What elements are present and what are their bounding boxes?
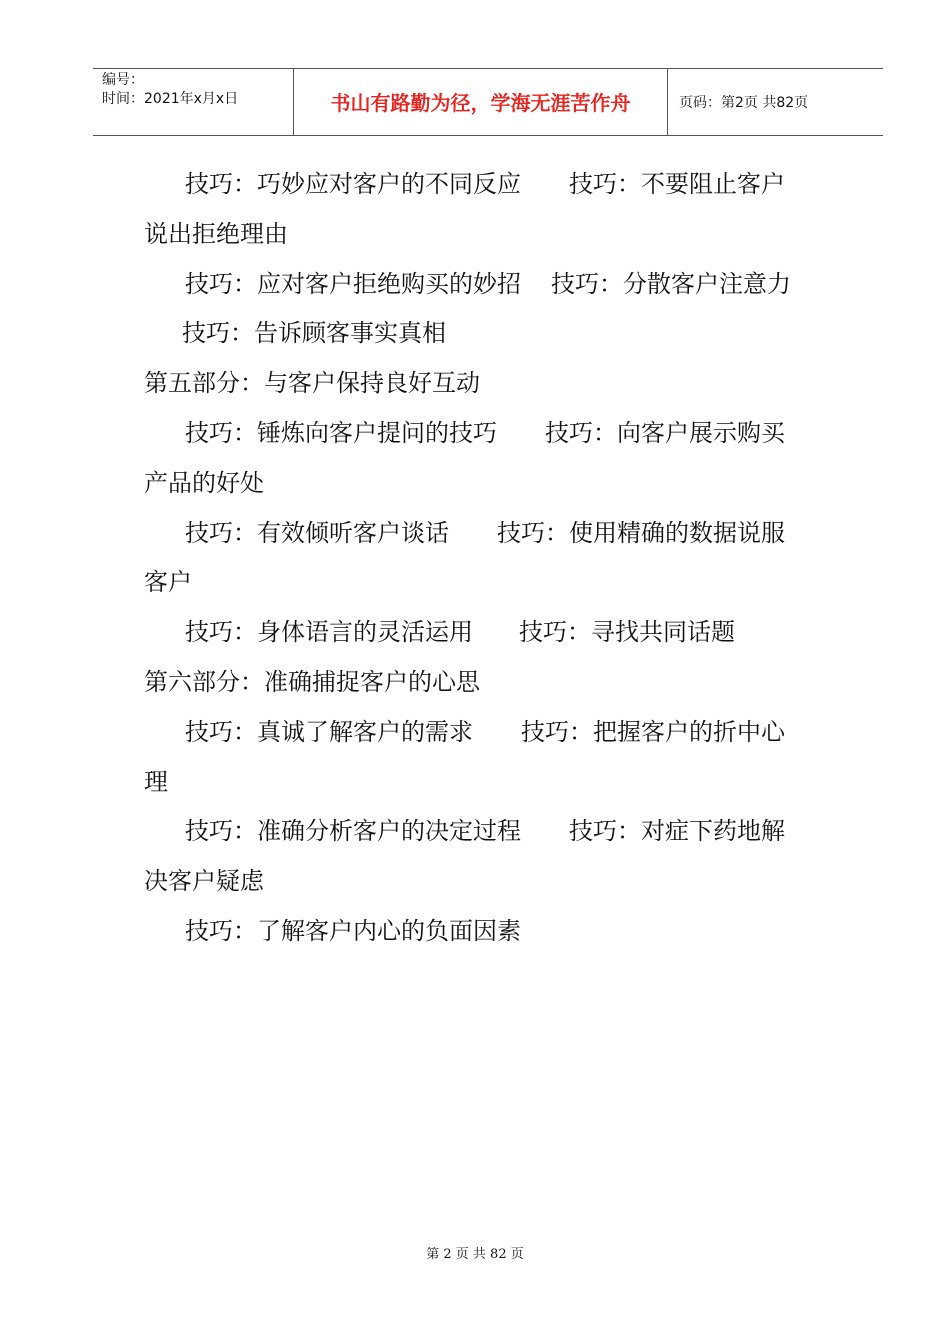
body-line xyxy=(144,459,844,509)
tip-item: 技巧：不要阻止客户 xyxy=(569,170,785,198)
tip-continuation: 说出拒绝理由 xyxy=(144,219,288,248)
section-title: 第六部分：准确捕捉客户的心思 xyxy=(144,667,480,696)
tip-item: 技巧：把握客户的折中心 xyxy=(521,717,785,746)
tip-item: 技巧：有效倾听客户谈话 xyxy=(185,518,449,547)
header-page-cell xyxy=(668,69,883,135)
body-line xyxy=(144,608,844,658)
document-number-label: 编号： xyxy=(102,72,144,88)
page-footer xyxy=(0,1246,950,1264)
section-title: 第五部分：与客户保持良好互动 xyxy=(144,369,480,398)
tip-item: 技巧：准确分析客户的决定过程 xyxy=(185,817,521,846)
tip-item: 技巧：向客户展示购买 xyxy=(545,418,785,447)
footer-page-number: 第 2 页 共 82 页 xyxy=(426,1247,524,1262)
body-line xyxy=(144,309,844,359)
body-line xyxy=(144,409,844,459)
tip-item: 技巧：使用精确的数据说服 xyxy=(497,518,785,547)
tip-continuation: 理 xyxy=(144,767,168,796)
tip-item: 技巧：分散客户注意力 xyxy=(551,269,791,298)
body-line xyxy=(144,509,844,559)
tip-continuation: 决客户疑虑 xyxy=(144,867,264,896)
tip-continuation: 产品的好处 xyxy=(144,468,264,497)
body-line xyxy=(144,260,844,310)
body-line xyxy=(144,708,844,758)
tip-item: 技巧：锤炼向客户提问的技巧 xyxy=(185,418,497,447)
section-heading xyxy=(144,359,844,409)
tip-continuation: 客户 xyxy=(144,568,192,597)
body-line xyxy=(144,160,844,210)
header-motto: 书山有路勤为径，学海无涯苦作舟 xyxy=(330,91,631,115)
tip-item: 技巧：巧妙应对客户的不同反应 xyxy=(185,170,521,198)
body-line xyxy=(144,558,844,608)
body-line xyxy=(144,758,844,808)
document-body xyxy=(144,160,844,957)
section-heading xyxy=(144,658,844,708)
tip-item: 技巧：对症下药地解 xyxy=(569,817,785,846)
tip-item: 技巧：身体语言的灵活运用 xyxy=(185,618,473,647)
document-time-label: 时间：2021年x月x日 xyxy=(102,91,239,107)
tip-item: 技巧：真诚了解客户的需求 xyxy=(185,717,473,746)
body-line xyxy=(144,807,844,857)
body-line xyxy=(144,210,844,260)
body-line xyxy=(144,857,844,907)
page-header xyxy=(93,68,883,136)
header-meta-cell xyxy=(93,69,294,135)
tip-item: 技巧：告诉顾客事实真相 xyxy=(182,319,446,348)
header-motto-cell xyxy=(294,69,668,135)
tip-item: 技巧：应对客户拒绝购买的妙招 xyxy=(185,269,521,298)
header-page-info: 页码：第2页 共82页 xyxy=(679,95,809,111)
tip-item: 技巧：了解客户内心的负面因素 xyxy=(185,916,521,945)
tip-item: 技巧：寻找共同话题 xyxy=(519,618,735,647)
body-line xyxy=(144,907,844,957)
